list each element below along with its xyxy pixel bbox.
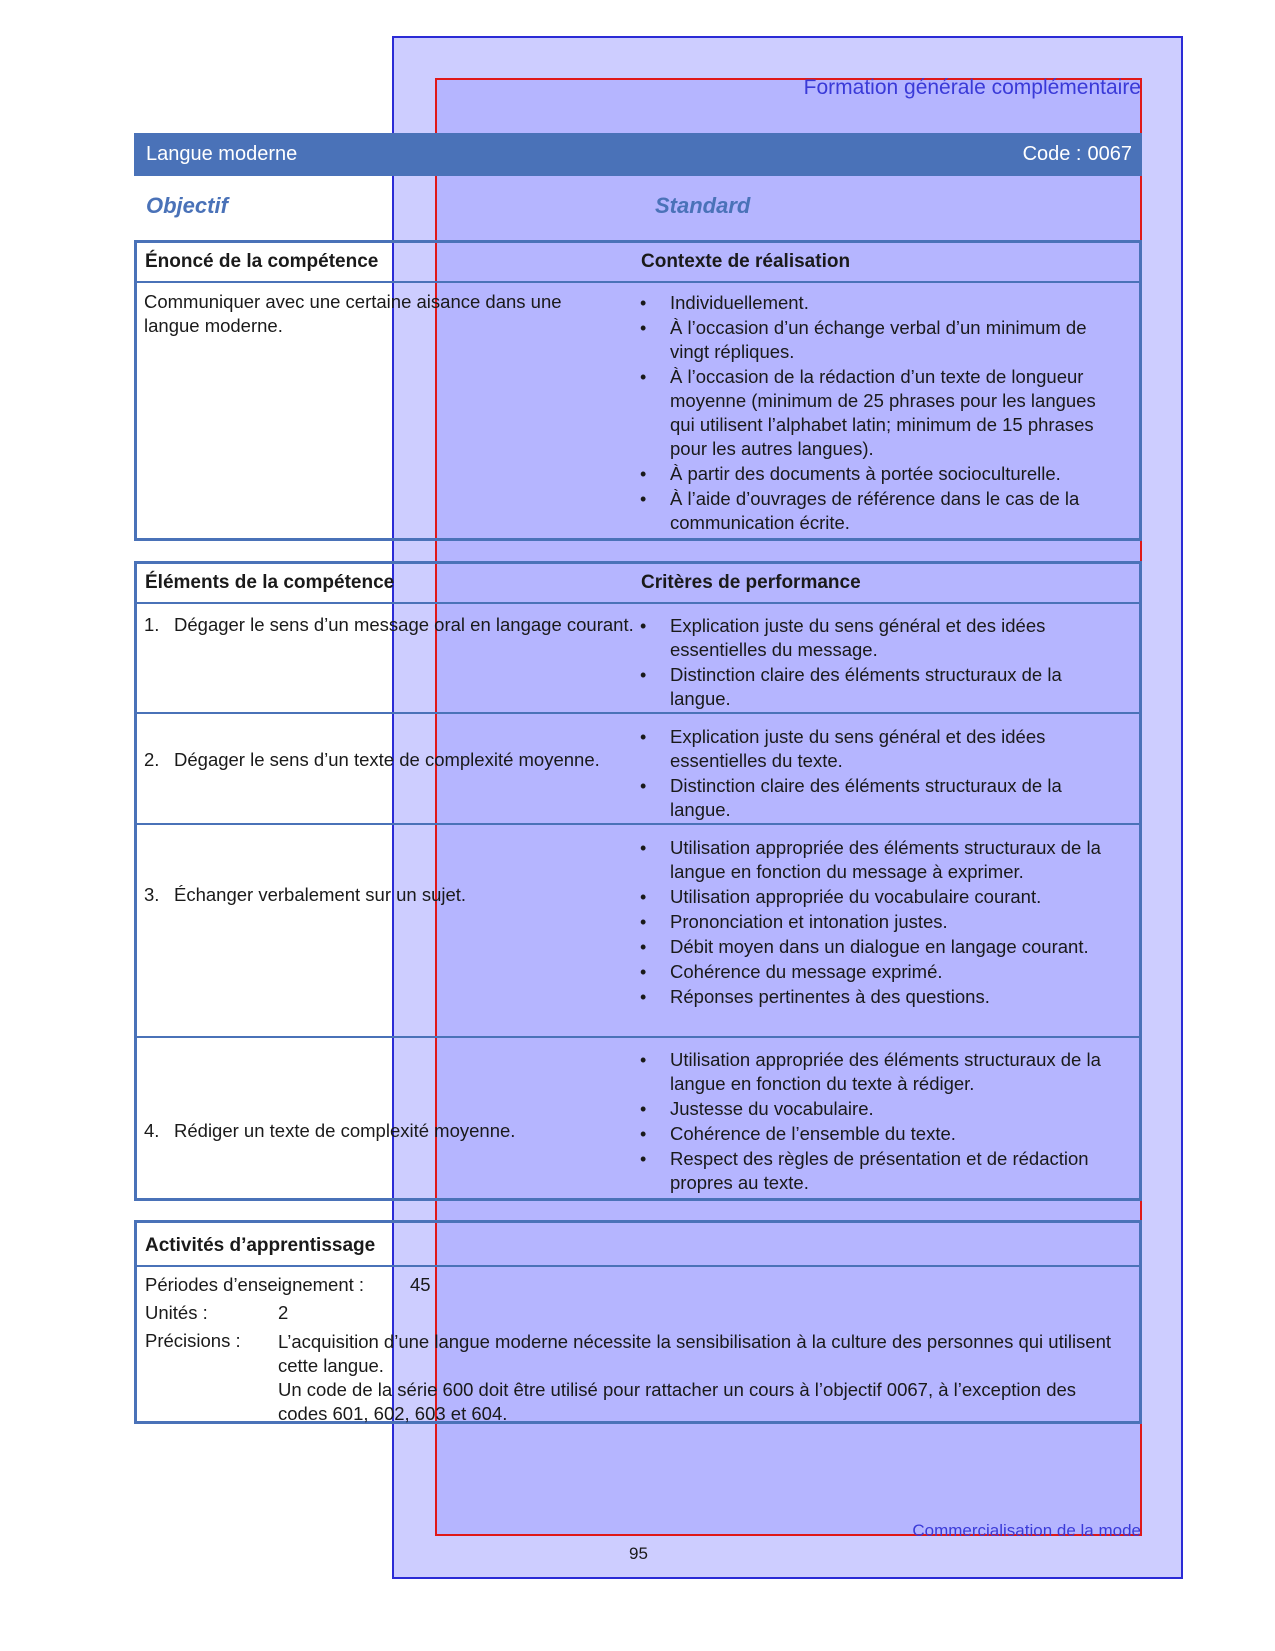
- elements-header: Éléments de la compétence: [145, 572, 395, 593]
- criteria-item: • Cohérence de l’ensemble du texte.: [640, 1122, 1122, 1146]
- element-text: Dégager le sens d’un message oral en langage courant.: [174, 614, 634, 635]
- criteria-list: [640, 725, 1122, 823]
- element-number: 3.: [144, 884, 160, 905]
- competence-statement: Communiquer avec une certaine aisance dans une langue moderne.: [144, 291, 562, 336]
- criteria-item: • Explication juste du sens général et des idées essentielles du texte.: [640, 725, 1122, 773]
- criteria-item: • Utilisation appropriée des éléments structuraux de la langue en fonction du texte à rédiger.: [640, 1048, 1122, 1096]
- periodes-value: 45: [410, 1274, 431, 1295]
- element-item: [144, 883, 644, 907]
- contexte-item: • À l’aide d’ouvrages de référence dans le cas de la communication écrite.: [640, 487, 1122, 535]
- criteria-item: • Prononciation et intonation justes.: [640, 910, 1122, 934]
- criteria-item: • Utilisation appropriée des éléments structuraux de la langue en fonction du message à exprimer.: [640, 836, 1122, 884]
- criteres-header: Critères de performance: [641, 572, 861, 593]
- criteria-item: • Réponses pertinentes à des questions.: [640, 985, 1122, 1009]
- contexte-header: Contexte de réalisation: [641, 251, 851, 272]
- criteria-item: • Distinction claire des éléments structuraux de la langue.: [640, 663, 1122, 711]
- code-value: 0067: [1087, 143, 1132, 165]
- element-text: Rédiger un texte de complexité moyenne.: [174, 1120, 516, 1141]
- criteria-item: • Distinction claire des éléments structuraux de la langue.: [640, 774, 1122, 822]
- subject-title: Langue moderne: [146, 143, 298, 165]
- row-divider: [134, 823, 1142, 825]
- program-footer: Commercialisation de la mode: [912, 1521, 1141, 1540]
- criteria-item: • Cohérence du message exprimé.: [640, 960, 1122, 984]
- contexte-item: • Individuellement.: [640, 291, 1122, 315]
- objectif-heading: Objectif: [146, 193, 228, 218]
- section-title: Formation générale complémentaire: [803, 76, 1141, 99]
- criteria-item: • Justesse du vocabulaire.: [640, 1097, 1122, 1121]
- criteria-item: • Explication juste du sens général et des idées essentielles du message.: [640, 614, 1122, 662]
- criteria-list: [640, 1048, 1122, 1196]
- subject-bar: [134, 133, 1142, 176]
- page-number: 95: [629, 1544, 648, 1563]
- contexte-item: • À l’occasion d’un échange verbal d’un minimum de vingt répliques.: [640, 316, 1122, 364]
- contexte-list: [640, 291, 1122, 536]
- precisions-paragraph: L’acquisition d’une langue moderne nécessite la sensibilisation à la culture des personnes qui utilisent cette langue.: [278, 1331, 1112, 1376]
- element-item: [144, 1119, 644, 1143]
- standard-heading: Standard: [655, 193, 751, 218]
- element-text: Dégager le sens d’un texte de complexité moyenne.: [174, 749, 600, 770]
- unites-label: Unités :: [145, 1302, 208, 1323]
- element-number: 4.: [144, 1120, 160, 1141]
- periodes-label: Périodes d’enseignement :: [145, 1274, 365, 1295]
- precisions-paragraph: Un code de la série 600 doit être utilisé pour rattacher un cours à l’objectif 0067, à l’exception des codes 601, 602, 603 et 604.: [278, 1379, 1077, 1424]
- elements-header-rule: [134, 602, 1142, 604]
- element-number: 1.: [144, 614, 160, 635]
- enonce-header: Énoncé de la compétence: [145, 251, 379, 272]
- contexte-item: • À l’occasion de la rédaction d’un texte de longueur moyenne (minimum de 25 phrases pour les langues qui utilisent l’alphabet latin; minimum de 15 phrases pour les autres langues).: [640, 365, 1122, 461]
- precisions-label: Précisions :: [145, 1330, 241, 1351]
- element-text: Échanger verbalement sur un sujet.: [174, 884, 467, 905]
- element-number: 2.: [144, 749, 160, 770]
- criteria-list: [640, 836, 1122, 1010]
- code-group: [1023, 143, 1132, 166]
- unites-value: 2: [278, 1302, 289, 1323]
- criteria-item: • Débit moyen dans un dialogue en langage courant.: [640, 935, 1122, 959]
- criteria-item: • Respect des règles de présentation et de rédaction propres au texte.: [640, 1147, 1122, 1195]
- row-divider: [134, 1036, 1142, 1038]
- element-item: [144, 748, 644, 772]
- activities-header: Activités d’apprentissage: [145, 1235, 376, 1256]
- activities-header-rule: [134, 1265, 1142, 1267]
- code-label: Code :: [1022, 143, 1082, 165]
- criteria-list: [640, 614, 1122, 712]
- element-item: [144, 613, 644, 637]
- criteria-item: • Utilisation appropriée du vocabulaire courant.: [640, 885, 1122, 909]
- contexte-item: • À partir des documents à portée socioculturelle.: [640, 462, 1122, 486]
- competence-header-rule: [134, 281, 1142, 283]
- row-divider: [134, 712, 1142, 714]
